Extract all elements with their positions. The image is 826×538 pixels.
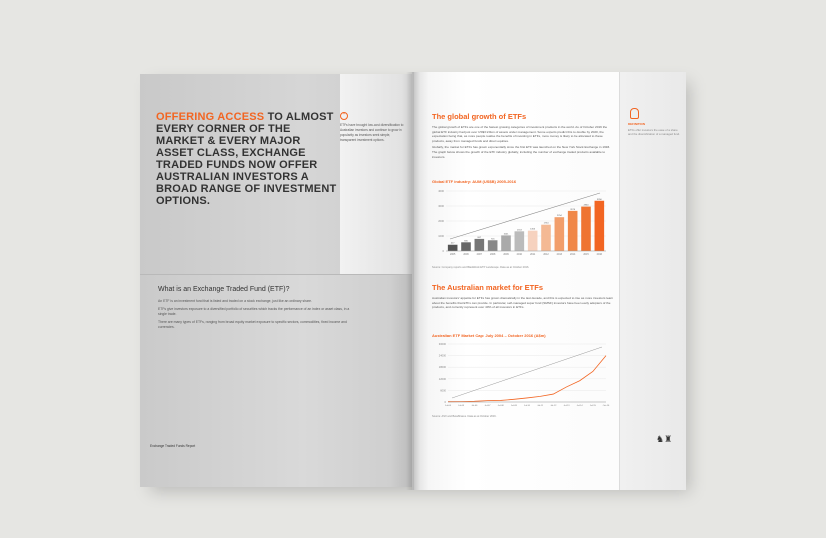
paragraph: The global growth of ETFs are one of the fastest growing categories of investment products in the world. As of October 2016 the global ETF industry had just over US$3 trillion of assets under management. Some experts predict this to double by 2020, the expectation being that, as more people realise the benefits of investing in ETFs, more money is likely to be allocated to these products, away from managed funds and direct equities. [432,125,608,143]
chart2-source: Source: ASX and BetaShares. Data as at October 2016. [432,415,497,418]
definition-text: ETFs offer investors the ease of a share and the diversification of a managed fund. [628,128,680,136]
side-quote [340,112,406,143]
section1-body [432,125,614,161]
bar [475,236,485,251]
bar [488,240,498,251]
x-tick-label: Jul-10 [524,405,530,407]
data-label: 1041 [503,233,509,236]
bar [515,231,525,251]
bar [595,198,605,251]
book-gutter [406,72,420,490]
x-tick-label: Jul-09 [510,405,517,407]
x-tick-label: Jul-14 [576,405,583,407]
bar [528,228,538,251]
bull-bear-logo-icon: ♞♜ [656,434,673,444]
x-tick-label: Jul-13 [563,405,570,407]
paragraph: There are many types of ETFs, ranging from broad equity market exposure to specific sectors, commodities, fixed income and currencies. [158,320,347,329]
left-page-quote-panel [340,74,412,274]
bar [461,242,471,251]
y-tick-label: 3000 [438,205,444,208]
left-page-footer: Exchange Traded Funds Report [150,444,196,448]
x-tick-label: Jul-11 [537,405,544,407]
y-tick-label: 2000 [438,220,444,223]
headline-accent: OFFERING ACCESS [156,111,265,123]
headline-rest: TO ALMOST EVERY CORNER OF THE MARKET & EVERY MAJOR ASSET CLASS, EXCHANGE TRADED FUNDS NOW OFFER AUSTRALIAN INVESTORS A BROAD RANGE OF INVESTMENT OPTIONS. [156,111,337,207]
y-tick-label: 24000 [438,354,446,358]
y-tick-label: 6000 [440,389,446,393]
page-headline [156,111,338,207]
paragraph: An ETF is an investment fund that is listed and traded on a stock exchange, just like an ordinary share. [158,299,312,303]
data-label: 3350 [596,198,602,201]
side-quote-text: ETFs have brought low-cost diversification to Australian investors and continue to grow in popularity as investors seek simple, transparent investment options. [340,123,404,142]
x-tick-label: Jul-05 [458,405,465,407]
x-tick-label: 2006 [463,253,469,256]
data-label: 807 [477,236,482,239]
x-tick-label: 2013 [556,253,562,256]
bar [541,222,551,251]
x-tick-label: 2010 [516,253,522,256]
lightbulb-icon [630,108,639,119]
data-label: 1355 [530,228,536,231]
right-page [412,72,686,490]
right-margin-column [619,72,686,490]
chart2-title: Australian ETF Market Cap: July 2004 – October 2016 (A$m) [432,333,546,338]
bar [581,204,591,251]
data-label: 580 [464,240,468,243]
y-tick-label: 4000 [438,190,444,193]
data-label: 417 [450,242,455,245]
x-tick-label: Oct-16 [602,405,610,407]
y-tick-label: 0 [444,401,446,404]
bar [501,235,511,251]
magazine-spread [140,72,686,490]
x-tick-label: Jul-15 [589,405,596,407]
definition-label: DEFINITION [628,122,645,126]
bar [448,242,458,251]
data-label: 716 [490,238,495,241]
y-tick-label: 0 [442,250,444,253]
quote-icon: “ [340,112,348,120]
data-label: 1313 [516,229,522,232]
x-tick-label: Jul-07 [484,405,491,407]
y-tick-label: 30000 [438,343,446,346]
section-title-global-growth: The global growth of ETFs [432,112,527,121]
global-etf-bar-chart [432,185,612,263]
paragraph: Globally, the market for ETFs has grown exponentially since the first ETF was launched on the New York Stock Exchange in 1993. The graph below shows the growth of the ETF industry globally, including the number of exchange traded products available to investors. [432,145,611,159]
x-tick-label: 2016 [596,253,602,256]
y-tick-label: 12000 [438,377,446,381]
x-tick-label: 2015 [583,253,589,256]
chart1-title: Global ETF industry: AUM (US$B) 2005-2016 [432,179,517,184]
paragraph: ETFs give investors exposure to a diversified portfolio of securities which tracks the performance of an index or asset class, in a single trade. [158,307,350,316]
y-tick-label: 18000 [438,366,446,370]
x-tick-label: 2007 [476,253,482,256]
x-tick-label: Jul-06 [471,405,478,407]
x-tick-label: 2014 [570,253,576,256]
section-title-australian-market: The Australian market for ETFs [432,283,543,292]
x-tick-label: 2011 [530,253,536,256]
x-tick-label: Jul-12 [550,405,557,407]
left-page [140,74,412,487]
australian-etf-line-chart [432,340,612,412]
x-tick-label: 2008 [490,253,496,256]
x-tick-label: 2009 [503,253,509,256]
x-tick-label: Jul-04 [445,405,451,407]
bar [568,208,578,251]
chart1-source: Source: Company reports and BlackRock ETP Landscape. Data as at October 2016. [432,266,530,269]
paragraph: Australian investors' appetite for ETFs has grown dramatically in the last decade, and this is expected to rise as more investors learn about the benefits that ETFs can provide. In particular, self-managed super fund (SMSF) investors have been early adopters of the products, and currently represent over 40% of all investors in ETFs. [432,296,614,310]
x-tick-label: Jul-08 [497,405,504,407]
y-tick-label: 1000 [438,235,444,238]
section2-body [432,296,614,312]
x-tick-label: 2005 [450,253,456,256]
trend-arrow [450,193,600,239]
left-body-text [158,299,358,333]
data-label: 2960 [583,204,589,207]
x-tick-label: 2012 [543,253,549,256]
data-label: 1754 [543,222,549,225]
data-label: 2676 [570,208,576,211]
section-title-what-is-etf: What is an Exchange Traded Fund (ETF)? [158,286,290,293]
bar [555,217,565,251]
data-label: 2254 [556,215,562,218]
